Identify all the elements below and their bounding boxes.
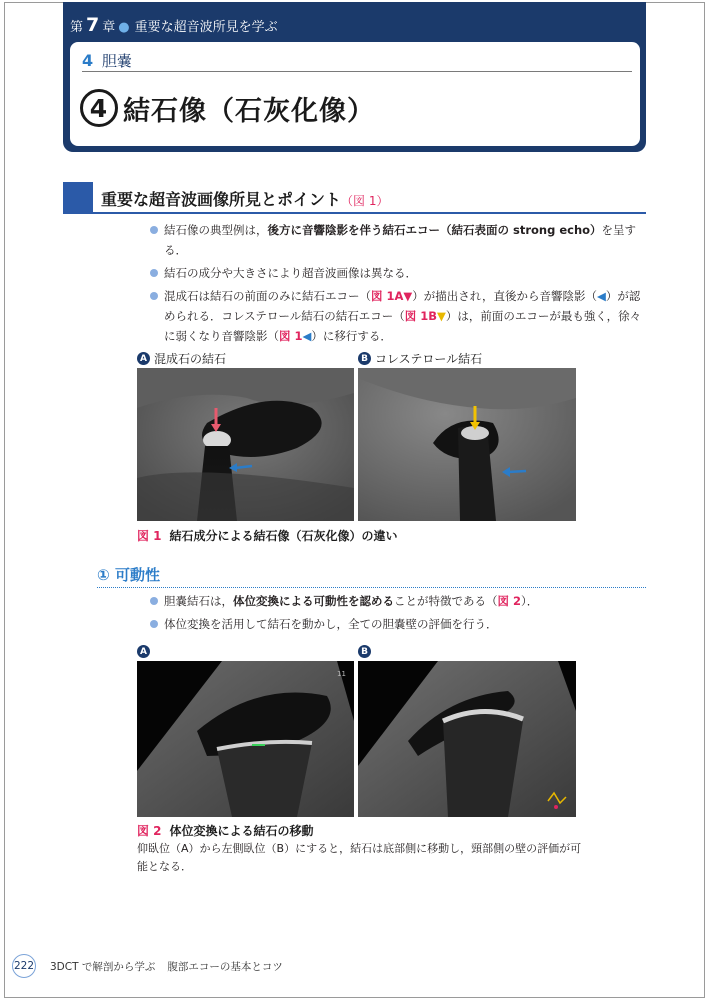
list-item: 結石の成分や大きさにより超音波画像は異なる．: [150, 263, 646, 283]
figure1a-label: [137, 350, 226, 367]
figure1b-title: コレステロール結石: [375, 352, 483, 366]
page-title: [80, 88, 375, 128]
ultrasound-image-2a: [137, 661, 354, 817]
ultrasound-image-2b: [358, 661, 576, 817]
figure2-caption-number: 図 2: [137, 824, 162, 838]
heading-block-icon: [63, 182, 93, 212]
page-footer: [12, 954, 283, 978]
book-subtitle: 腹部エコーの基本とコツ: [167, 960, 283, 973]
section-number: 4: [82, 51, 94, 70]
figure2-description: 仰臥位（A）から左側臥位（B）にすると，結石は底部側に移動し，頸部側の壁の評価が可能となる．: [137, 842, 582, 873]
subsection-heading: [97, 564, 646, 588]
list-item: 結石像の典型例は，後方に音響陰影を伴う結石エコー（結石表面の strong echo）を呈する．: [150, 220, 646, 260]
figure1a-badge: A: [137, 352, 150, 365]
ultrasound-image-1a: [137, 368, 354, 521]
book-title: 3DCT で解剖から学ぶ: [50, 960, 156, 973]
section-name: [82, 50, 132, 71]
figure2b-label: [358, 645, 375, 658]
figure1a-title: 混成石の結石: [154, 352, 227, 366]
heading-ref: （図 1）: [341, 194, 389, 208]
page-number: 222: [12, 954, 36, 978]
figure2a-label: [137, 645, 154, 658]
figure2a-badge: A: [137, 645, 150, 658]
bullet-dot-icon: ●: [118, 20, 130, 35]
chapter-prefix: 第: [70, 20, 84, 35]
svg-text:11: 11: [337, 670, 346, 678]
figure2-caption-text: 体位変換による結石の移動: [169, 824, 314, 838]
blue-arrow-icon: ◀: [302, 329, 312, 343]
figure1b-label: [358, 350, 482, 367]
chapter-suffix: 章: [102, 20, 116, 35]
chapter-line: [70, 14, 278, 36]
title-card: [70, 42, 640, 146]
list-item: 混成石は結石の前面のみに結石エコー（図 1A▼）が描出され，直後から音響陰影（◀）が認められる．コレステロール結石の結石エコー（図 1B▼）は，前面のエコーが最も強く，徐々に弱くなり音響陰影（図 1◀）に移行する．: [150, 286, 646, 346]
figure1b-badge: B: [358, 352, 371, 365]
chapter-title: 重要な超音波所見を学ぶ: [134, 20, 278, 35]
title-number-circle: 4: [80, 89, 118, 127]
list-item: 胆嚢結石は，体位変換による可動性を認めることが特徴である（図 2）．: [150, 591, 646, 611]
mobility-list: [150, 591, 646, 637]
blue-arrow-icon: ◀: [596, 289, 606, 303]
figure1-caption-number: 図 1: [137, 529, 162, 543]
title-divider: [82, 71, 632, 72]
section-heading: [63, 182, 646, 214]
subsection-title: 可動性: [114, 566, 160, 584]
figure1-caption-text: 結石成分による結石像（石灰化像）の違い: [169, 529, 398, 543]
section-heading-text: [101, 187, 389, 210]
figure2-caption: [137, 822, 314, 839]
section-label: 胆嚢: [101, 52, 132, 70]
figure1-caption: [137, 527, 398, 544]
subsection-number: ①: [97, 566, 110, 584]
red-arrow-icon: ▼: [403, 289, 413, 303]
chapter-number: 7: [86, 14, 100, 36]
heading-text: 重要な超音波画像所見とポイント: [101, 190, 342, 209]
point-list: [150, 220, 646, 349]
ultrasound-image-1b: [358, 368, 576, 521]
figure2b-badge: B: [358, 645, 371, 658]
list-item: 体位変換を活用して結石を動かし，全ての胆嚢壁の評価を行う．: [150, 614, 646, 634]
yellow-arrow-icon: ▼: [436, 309, 446, 323]
page-title-text: 結石像（石灰化像）: [123, 95, 375, 127]
